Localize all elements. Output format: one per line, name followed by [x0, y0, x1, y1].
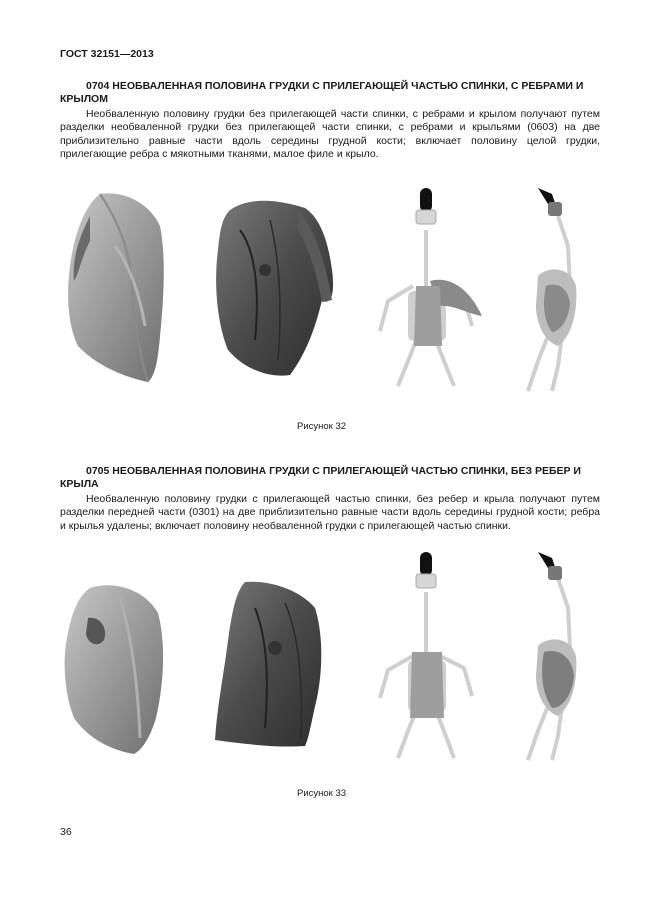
section-text-0705: Необваленную половину грудки с прилегающей частью спинки, без ребер и крыла получают путем разделки передней части (0301) на две приблизительно равные части вдоль середины грудной кости; ребра и крылья удалены; включает половину необваленной грудки с прилегающей частью спинки.: [60, 493, 600, 532]
figure-32-raw-breast-skin-photo: [60, 186, 170, 386]
figure-33-raw-breast-inner-photo: [205, 578, 330, 750]
section-text-0704: Необваленную половину грудки без прилегающей части спинки, с ребрами и крылом получают путем разделки необваленной грудки без прилегающей части спинки, с ребрами и крыльями (0603) на две приблизительно равные части вдоль середины грудной кости; включает половину целой грудки, прилегающие ребра с мякотными тканями, малое филе и крыло.: [60, 108, 600, 161]
figure-caption-33: Рисунок 33: [297, 788, 347, 799]
page-number: 36: [60, 826, 72, 838]
figure-32-raw-breast-inner-photo: [210, 190, 340, 382]
document-header: ГОСТ 32151—2013: [60, 48, 154, 60]
figure-33-skeleton-front-diagram: [368, 548, 488, 766]
figure-32-skeleton-front-diagram: [368, 186, 488, 396]
figure-33-skeleton-side-diagram: [518, 548, 588, 766]
figure-caption-32: Рисунок 32: [297, 421, 347, 432]
section-title-0704: 0704 НЕОБВАЛЕННАЯ ПОЛОВИНА ГРУДКИ С ПРИЛЕГАЮЩЕЙ ЧАСТЬЮ СПИНКИ, С РЕБРАМИ И КРЫЛОМ: [60, 80, 584, 105]
figure-33-raw-breast-skin-photo: [60, 578, 170, 756]
section-title-0705: 0705 НЕОБВАЛЕННАЯ ПОЛОВИНА ГРУДКИ С ПРИЛЕГАЮЩЕЙ ЧАСТЬЮ СПИНКИ, БЕЗ РЕБЕР И КРЫЛА: [60, 465, 581, 490]
figure-32-skeleton-side-diagram: [518, 186, 588, 396]
